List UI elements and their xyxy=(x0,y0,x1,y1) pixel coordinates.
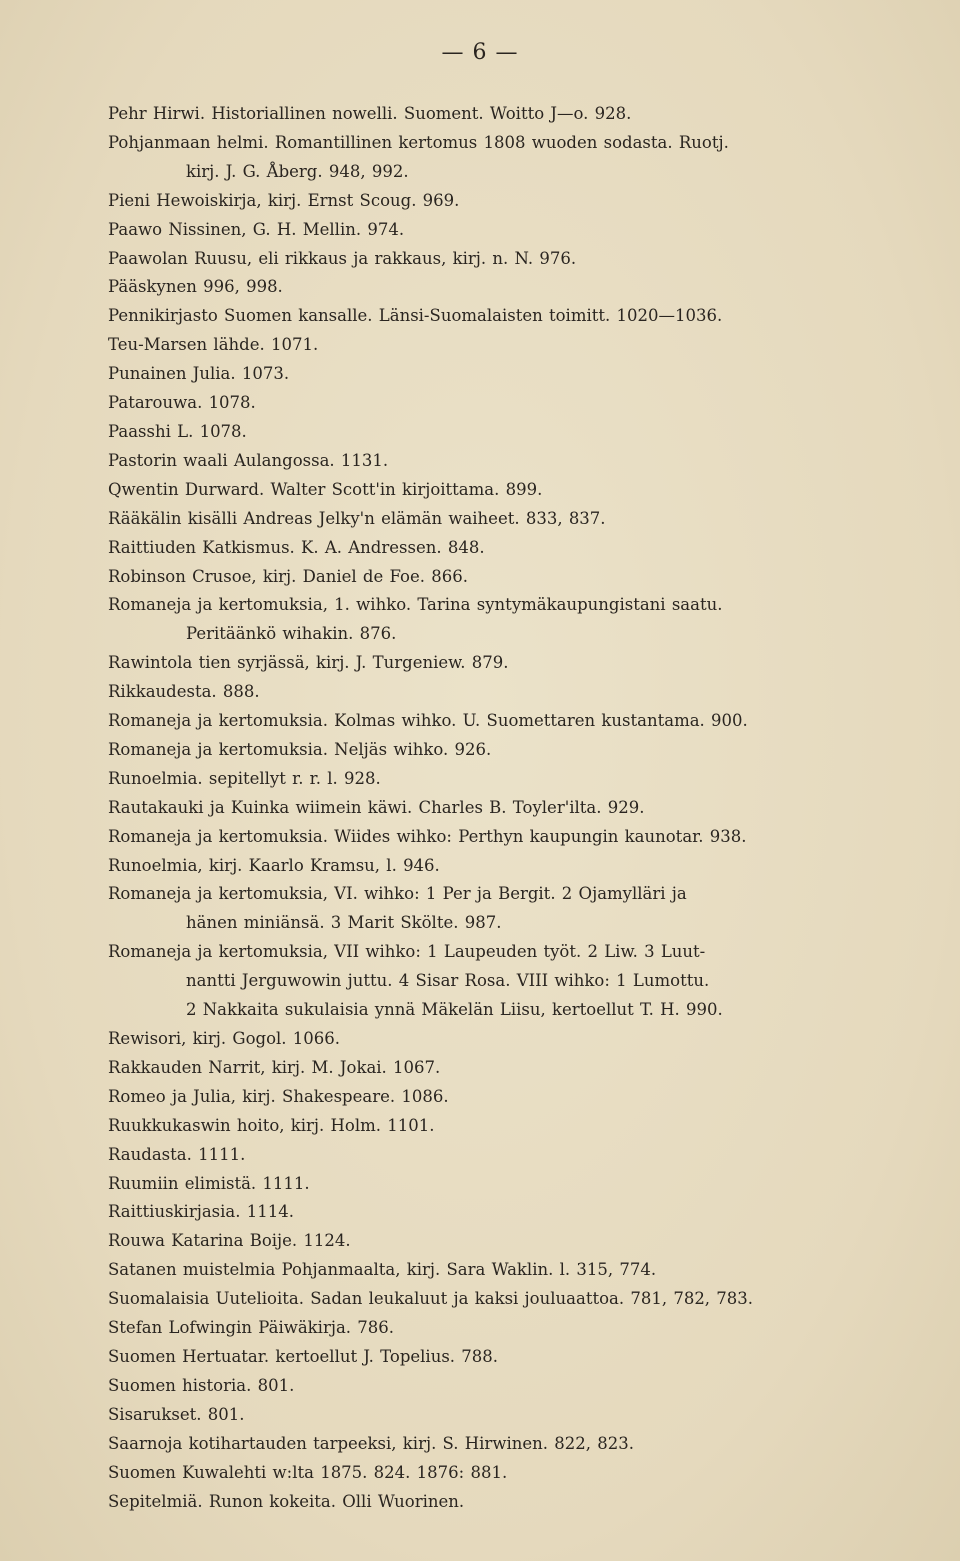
catalog-entry xyxy=(108,1025,888,1054)
entry-line: Raittiuskirjasia. 1114. xyxy=(108,1202,294,1222)
entry-line: Romaneja ja kertomuksia. Wiides wihko: Perthyn kaupungin kaunotar. 938. xyxy=(108,826,747,846)
catalog-entry xyxy=(108,245,888,274)
entry-line: Stefan Lofwingin Päiwäkirja. 786. xyxy=(108,1318,395,1338)
catalog-entry xyxy=(108,1401,888,1430)
entry-line: Pääskynen 996, 998. xyxy=(108,277,283,297)
catalog-entry xyxy=(108,1372,888,1401)
entry-continuation-line: 2 Nakkaita sukulaisia ynnä Mäkelän Liisu, kertoellut T. H. 990. xyxy=(186,1000,723,1020)
entry-line: Suomalaisia Uutelioita. Sadan leukaluut ja kaksi jouluaattoa. 781, 782, 783. xyxy=(108,1289,754,1309)
catalog-entry xyxy=(108,273,888,302)
catalog-entry xyxy=(108,360,888,389)
catalog-entry xyxy=(108,707,888,736)
catalog-entry xyxy=(108,100,888,129)
catalog-entry xyxy=(108,1083,888,1112)
entry-line: Pastorin waali Aulangossa. 1131. xyxy=(108,450,389,470)
catalog-entry xyxy=(108,534,888,563)
entry-line: Suomen Hertuatar. kertoellut J. Topelius. 788. xyxy=(108,1346,499,1366)
entry-line: Sisarukset. 801. xyxy=(108,1404,245,1424)
entry-line: Suomen historia. 801. xyxy=(108,1375,295,1395)
entry-line: Paawo Nissinen, G. H. Mellin. 974. xyxy=(108,219,405,239)
entry-line: Romaneja ja kertomuksia. Neljäs wihko. 926. xyxy=(108,739,492,759)
catalog-entry xyxy=(108,852,888,881)
page-number: — 6 — xyxy=(441,40,519,65)
catalog-entry xyxy=(108,765,888,794)
entry-line: Paawolan Ruusu, eli rikkaus ja rakkaus, kirj. n. N. 976. xyxy=(108,248,577,268)
catalog-entry xyxy=(108,1285,888,1314)
entry-line: Rautakauki ja Kuinka wiimein käwi. Charles B. Toyler'ilta. 929. xyxy=(108,797,645,817)
entry-line: Satanen muistelmia Pohjanmaalta, kirj. Sara Waklin. l. 315, 774. xyxy=(108,1260,657,1280)
catalog-entry xyxy=(108,823,888,852)
catalog-entry xyxy=(108,187,888,216)
catalog-entry xyxy=(108,1054,888,1083)
entry-line: Runoelmia, kirj. Kaarlo Kramsu, l. 946. xyxy=(108,855,440,875)
catalog-entry xyxy=(108,880,888,938)
entry-line: Rikkaudesta. 888. xyxy=(108,682,260,702)
catalog-entry xyxy=(108,649,888,678)
entry-line: Pennikirjasto Suomen kansalle. Länsi-Suomalaisten toimitt. 1020—1036. xyxy=(108,306,723,326)
catalog-entry xyxy=(108,794,888,823)
catalog-entry xyxy=(108,1170,888,1199)
catalog-entry xyxy=(108,476,888,505)
entry-line: Romaneja ja kertomuksia, VI. wihko: 1 Per ja Bergit. 2 Ojamylläri ja xyxy=(108,884,687,904)
entry-line: Saarnoja kotihartauden tarpeeksi, kirj. S. Hirwinen. 822, 823. xyxy=(108,1433,634,1453)
entry-line: Runoelmia. sepitellyt r. r. l. 928. xyxy=(108,768,381,788)
entry-line: Romeo ja Julia, kirj. Shakespeare. 1086. xyxy=(108,1086,449,1106)
catalog-entry xyxy=(108,563,888,592)
entry-line: Paasshi L. 1078. xyxy=(108,421,247,441)
catalog-entry xyxy=(108,1141,888,1170)
entry-continuation-line: nantti Jerguwowin juttu. 4 Sisar Rosa. VIII wihko: 1 Lumottu. xyxy=(186,971,710,991)
entry-line: Ruumiin elimistä. 1111. xyxy=(108,1173,310,1193)
entry-line: Romaneja ja kertomuksia, 1. wihko. Tarina syntymäkaupungistani saatu. xyxy=(108,595,723,615)
catalog-entry xyxy=(108,938,888,1025)
catalog-entry xyxy=(108,505,888,534)
catalog-entry xyxy=(108,1488,888,1517)
entry-line: Romaneja ja kertomuksia, VII wihko: 1 Laupeuden työt. 2 Liw. 3 Luut- xyxy=(108,942,706,962)
entry-line: Pehr Hirwi. Historiallinen nowelli. Suoment. Woitto J—o. 928. xyxy=(108,104,632,123)
entry-line: Raudasta. 1111. xyxy=(108,1144,246,1164)
entry-line: Patarouwa. 1078. xyxy=(108,393,256,413)
catalog-entry xyxy=(108,1112,888,1141)
entry-line: Rakkauden Narrit, kirj. M. Jokai. 1067. xyxy=(108,1057,441,1077)
catalog-entry xyxy=(108,1198,888,1227)
entry-line: Rewisori, kirj. Gogol. 1066. xyxy=(108,1029,341,1048)
entry-line: Teu-Marsen lähde. 1071. xyxy=(108,335,319,355)
entry-continuation-line: hänen miniänsä. 3 Marit Skölte. 987. xyxy=(186,913,502,933)
catalog-entry xyxy=(108,447,888,476)
entry-line: Rawintola tien syrjässä, kirj. J. Turgeniew. 879. xyxy=(108,653,509,673)
entry-line: Romaneja ja kertomuksia. Kolmas wihko. U. Suomettaren kustantama. 900. xyxy=(108,711,748,731)
entry-line: Qwentin Durward. Walter Scott'in kirjoittama. 899. xyxy=(108,479,543,499)
entry-line: Pieni Hewoiskirja, kirj. Ernst Scoug. 969. xyxy=(108,190,460,210)
entry-line: Ruukkukaswin hoito, kirj. Holm. 1101. xyxy=(108,1115,435,1135)
catalog-entry xyxy=(108,1459,888,1488)
entry-line: Rääkälin kisälli Andreas Jelky'n elämän waiheet. 833, 837. xyxy=(108,508,606,528)
catalog-entry xyxy=(108,1227,888,1256)
entry-line: Robinson Crusoe, kirj. Daniel de Foe. 866. xyxy=(108,566,468,586)
entry-line: Punainen Julia. 1073. xyxy=(108,364,290,384)
catalog-entry xyxy=(108,1314,888,1343)
entry-line: Sepitelmiä. Runon kokeita. Olli Wuorinen. xyxy=(108,1491,465,1511)
catalog-entry xyxy=(108,389,888,418)
catalog-entry xyxy=(108,331,888,360)
entry-line: Raittiuden Katkismus. K. A. Andressen. 848. xyxy=(108,537,485,557)
entry-continuation-line: Peritäänkö wihakin. 876. xyxy=(186,624,397,644)
catalog-entry xyxy=(108,591,888,649)
catalog-entry xyxy=(108,736,888,765)
entry-line: Rouwa Katarina Boije. 1124. xyxy=(108,1231,351,1251)
catalog-entry xyxy=(108,418,888,447)
entry-line: Suomen Kuwalehti w:lta 1875. 824. 1876: 881. xyxy=(108,1462,508,1482)
catalog-entry xyxy=(108,1430,888,1459)
entry-line: Pohjanmaan helmi. Romantillinen kertomus 1808 wuoden sodasta. Ruotj. xyxy=(108,132,729,152)
catalog-entry xyxy=(108,216,888,245)
catalog-entry xyxy=(108,1256,888,1285)
catalog-entry xyxy=(108,1343,888,1372)
catalog-entries xyxy=(108,100,888,1516)
catalog-entry xyxy=(108,302,888,331)
catalog-entry xyxy=(108,678,888,707)
entry-continuation-line: kirj. J. G. Åberg. 948, 992. xyxy=(186,161,409,181)
catalog-entry xyxy=(108,129,888,187)
